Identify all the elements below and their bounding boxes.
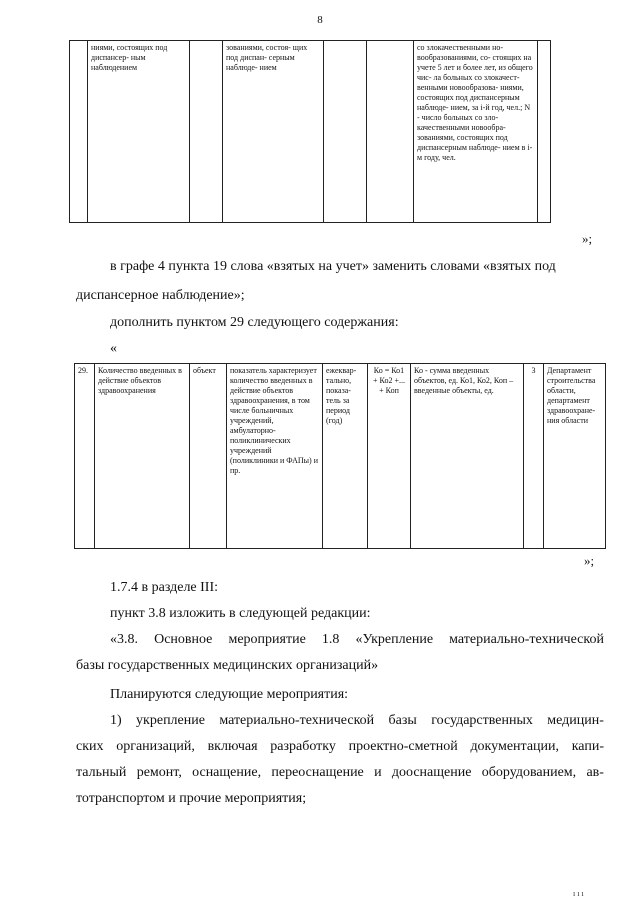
- page-number: 8: [317, 14, 323, 26]
- word: 1): [110, 713, 122, 728]
- word: капи-: [571, 739, 604, 754]
- point1-line3: [76, 763, 604, 783]
- table1-cell-unit: [190, 41, 223, 223]
- word: ремонт,: [136, 765, 182, 780]
- table1-cell-explanation: со злокачественными но- вообразованиями, со- стоящих на учете 5 лет и более лет, из общего чис- ла больных со злокачест- венными новообразова- ниями, состоящих под диспансерным наблюде- нием, за i-й год, чел.; N - число больных со зло- качественными новообра- зованиями, состоящих под диспансерным наблюде- нием в i-м году, чел.: [414, 41, 538, 223]
- indicator-table: [74, 363, 606, 549]
- table1-cell-formula: [367, 41, 414, 223]
- word: «Укрепление: [355, 632, 434, 647]
- table1-cell-source: [538, 41, 551, 223]
- paragraph-graph4-line2: диспансерное наблюдение»;: [76, 288, 245, 303]
- table2-cell-num: 29.: [75, 364, 95, 549]
- closing-quote-2: »;: [584, 553, 595, 568]
- point1-line2: [76, 737, 604, 757]
- word: Основное: [154, 632, 213, 647]
- point1-line4: тотранспортом и прочие мероприятия;: [76, 791, 307, 806]
- word: материально-технической: [449, 632, 604, 647]
- table2-cell-source: 3: [524, 364, 544, 549]
- table1-cell-num: [70, 41, 88, 223]
- word: материально-технической: [219, 713, 375, 728]
- word: государственных: [431, 713, 533, 728]
- word: ав-: [586, 765, 604, 780]
- table1-cell-definition: зованиями, состоя- щих под диспан- серным наблюде- нием: [223, 41, 324, 223]
- paragraph-graph4-line1: [110, 257, 604, 277]
- table2-cell-definition: показатель характеризует количество введенных в действие объектов здравоохранения, в том числе больничных учреждений, амбулаторно- поликлинических учреждений (поликлиники и ФАПы) и пр.: [227, 364, 323, 549]
- word: тальный: [76, 765, 127, 780]
- footer-mark: ı ı ı: [573, 889, 584, 898]
- planned-line: Планируются следующие мероприятия:: [110, 687, 349, 702]
- continuation-table: [69, 40, 551, 223]
- closing-quote-1: »;: [582, 231, 593, 246]
- paragraph-add-item: дополнить пунктом 29 следующего содержания:: [110, 315, 399, 330]
- table2-cell-explanation: Ко - сумма введенных объектов, ед. Ко1, Ко2, Коп – введенные объекты, ед.: [411, 364, 524, 549]
- opening-quote: «: [110, 341, 117, 356]
- word: проектно-сметной: [348, 739, 458, 754]
- table2-cell-periodicity: ежеквар- тально, показа- тель за период (год): [323, 364, 368, 549]
- table2-cell-unit: объект: [190, 364, 227, 549]
- word: включая: [207, 739, 258, 754]
- paragraph-text: в графе 4 пункта 19 слова «взятых на учет» заменить словами «взятых под: [110, 259, 556, 274]
- word: организаций,: [116, 739, 195, 754]
- table2-cell-responsible: Департамент строительства области, департамент здравоохране- ния области: [544, 364, 606, 549]
- table1-cell-name: ниями, состоящих под диспансер- ным наблюдением: [88, 41, 190, 223]
- heading-line1: [110, 630, 604, 650]
- word: 1.8: [321, 632, 340, 647]
- section-line: 1.7.4 в разделе III:: [110, 580, 219, 595]
- word: мероприятие: [228, 632, 306, 647]
- word: переоснащение: [271, 765, 364, 780]
- item-line: пункт 3.8 изложить в следующей редакции:: [110, 606, 371, 621]
- word: медицин-: [547, 713, 604, 728]
- word: дооснащение: [391, 765, 472, 780]
- word: документации,: [470, 739, 560, 754]
- word: оснащение,: [192, 765, 262, 780]
- word: и: [374, 765, 382, 780]
- table2-cell-formula: Ко = Ко1 + Ко2 +... + Коп: [368, 364, 411, 549]
- table2-cell-name: Количество введенных в действие объектов здравоохранения: [95, 364, 190, 549]
- word: базы: [388, 713, 417, 728]
- heading-line2: базы государственных медицинских организаций»: [76, 658, 379, 673]
- table1-cell-periodicity: [324, 41, 367, 223]
- word: разработку: [270, 739, 336, 754]
- point1-line1: [110, 711, 604, 731]
- word: оборудованием,: [481, 765, 577, 780]
- word: ских: [76, 739, 104, 754]
- word: «3.8.: [110, 632, 138, 647]
- word: укрепление: [136, 713, 205, 728]
